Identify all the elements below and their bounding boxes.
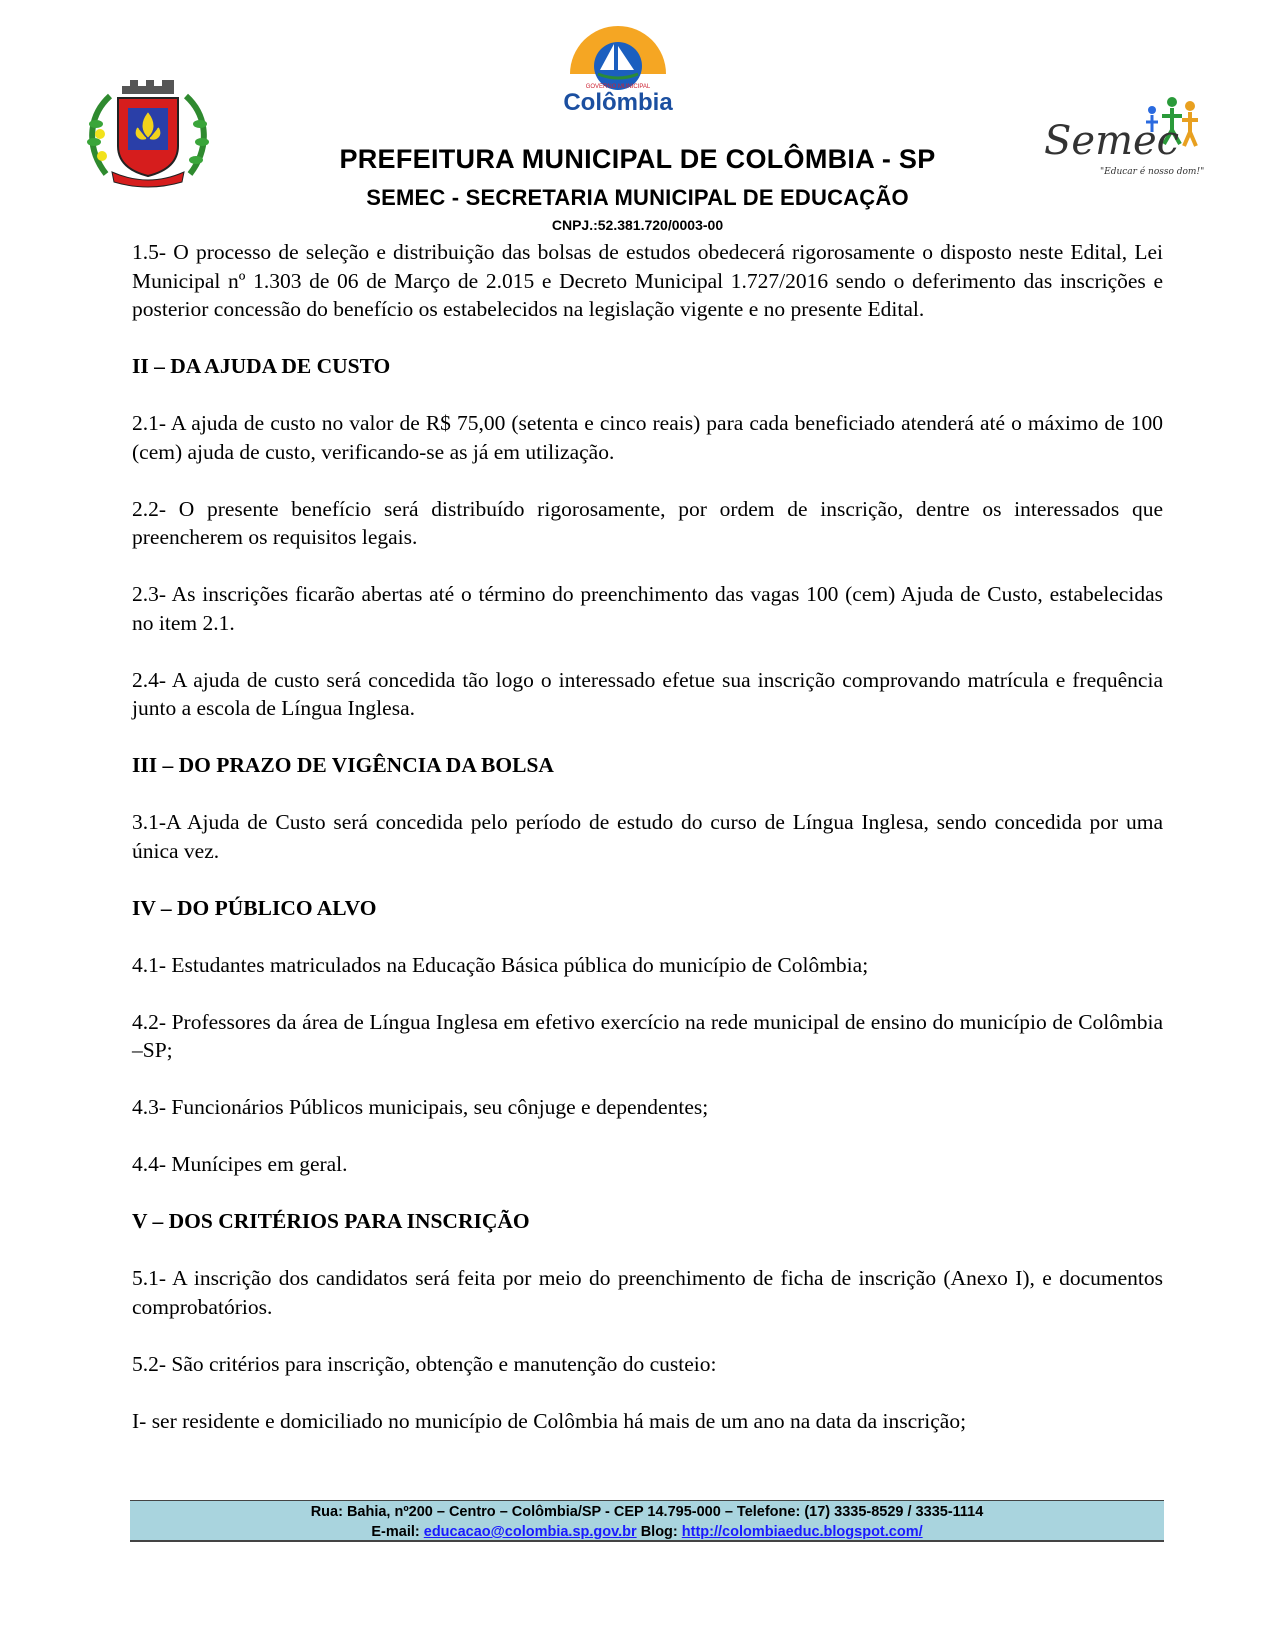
paragraph-2-4: 2.4- A ajuda de custo será concedida tão logo o interessado efetue sua inscrição comprovando matrícula e frequência junto a escola de Língua Inglesa. (132, 667, 1163, 720)
page-subtitle: SEMEC - SECRETARIA MUNICIPAL DE EDUCAÇÃO (366, 185, 909, 210)
logo-wordmark: Colômbia (563, 89, 673, 116)
email-link[interactable]: educacao@colombia.sp.gov.br (423, 1524, 637, 1540)
paragraph-4-3: 4.3- Funcionários Públicos municipais, seu cônjuge e dependentes; (132, 1095, 709, 1119)
paragraph-2-1: 2.1- A ajuda de custo no valor de R$ 75,00 (setenta e cinco reais) para cada beneficiado atenderá até o máximo de 100 (cem) ajuda de custo, verificando-se as já em utilização. (132, 411, 1163, 464)
cnpj-line: CNPJ.:52.381.720/0003-00 (551, 217, 724, 233)
email-label: E-mail: (371, 1524, 420, 1540)
colombia-government-logo (548, 26, 688, 122)
footer-contact (130, 1522, 1164, 1542)
paragraph-1-5: 1.5- O processo de seleção e distribuição das bolsas de estudos obedecerá rigorosamente o disposto neste Edital, Lei Municipal nº 1.303 de 06 de Março de 2.015 e Decreto Municipal 1.727/2016 sendo o deferimento das inscrições e posterior concessão do benefício os estabelecidos na legislação vigente e no presente Edital. (132, 240, 1163, 321)
blog-label: Blog: (640, 1524, 678, 1540)
footer-address: Rua: Bahia, nº200 – Centro – Colômbia/SP - CEP 14.795-000 – Telefone: (17) 3335-8529 / 3335-1114 (310, 1504, 984, 1520)
section-heading-iii: III – DO PRAZO DE VIGÊNCIA DA BOLSA (132, 753, 554, 777)
paragraph-5-1: 5.1- A inscrição dos candidatos será feita por meio do preenchimento de ficha de inscrição (Anexo I), e documentos comprobatórios. (132, 1266, 1163, 1319)
semec-wordmark: Semec (1044, 118, 1180, 164)
paragraph-5-2-i: I- ser residente e domiciliado no município de Colômbia há mais de um ano na data da inscrição; (132, 1408, 967, 1433)
paragraph-4-2: 4.2- Professores da área de Língua Inglesa em efetivo exercício na rede municipal de ensino do município de Colômbia –SP; (132, 1009, 1163, 1062)
semec-motto: "Educar é nosso dom!" (1100, 167, 1205, 177)
paragraph-2-3: 2.3- As inscrições ficarão abertas até o término do preenchimento das vagas 100 (cem) Ajuda de Custo, estabelecidas no item 2.1. (132, 582, 1163, 635)
paragraph-3-1: 3.1-A Ajuda de Custo será concedida pelo período de estudo do curso de Língua Inglesa, sendo concedida por uma única vez. (132, 810, 1163, 863)
paragraph-5-2: 5.2- São critérios para inscrição, obtenção e manutenção do custeio: (132, 1351, 717, 1376)
document-body (132, 238, 1163, 1464)
section-heading-ii: II – DA AJUDA DE CUSTO (132, 354, 391, 378)
blog-link[interactable]: http://colombiaeduc.blogspot.com/ (681, 1524, 923, 1540)
paragraph-4-1: 4.1- Estudantes matriculados na Educação Básica pública do município de Colômbia; (132, 952, 869, 977)
page-title: PREFEITURA MUNICIPAL DE COLÔMBIA - SP (339, 144, 936, 174)
page-footer (130, 1500, 1164, 1542)
logo-caption: GOVERNO MUNICIPAL (585, 84, 651, 90)
paragraph-4-4: 4.4- Munícipes em geral. (132, 1152, 348, 1176)
section-heading-iv: IV – DO PÚBLICO ALVO (132, 895, 377, 920)
section-heading-v: V – DOS CRITÉRIOS PARA INSCRIÇÃO (132, 1209, 530, 1233)
paragraph-2-2: 2.2- O presente benefício será distribuído rigorosamente, por ordem de inscrição, dentre os interessados que preencherem os requisitos legais. (132, 496, 1163, 549)
crown-icon (122, 80, 174, 94)
